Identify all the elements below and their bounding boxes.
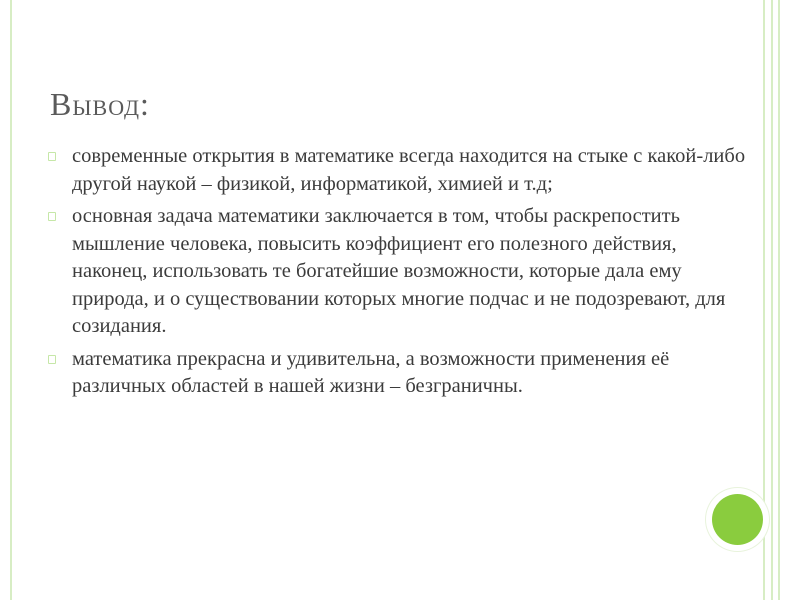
green-circle-decoration [712,494,763,545]
bullet-item [48,346,748,401]
square-bullet-icon [48,355,56,364]
slide-frame-inner-lines [763,0,773,600]
square-bullet-icon [48,212,56,221]
bullet-text: современные открытия в математике всегда находится на стыке с какой-либо другой наукой – физикой, информатикой, химией и т.д; [72,145,746,195]
bullet-text: основная задача математики заключается в том, чтобы раскрепостить мышление человека, повысить коэффициент его полезного действия, наконец, использовать те богатейшие возможности, которые дала ему природа, и о существовании которых многие подчас и не подозревают, для созидания. [72,205,726,337]
bullet-item [48,143,748,198]
bullet-list [48,143,748,406]
bullet-text: математика прекрасна и удивительна, а возможности применения её различных областей в нашей жизни – безграничны. [72,347,670,397]
square-bullet-icon [48,152,56,161]
bullet-item [48,203,748,341]
slide-title: Вывод: [50,86,150,122]
